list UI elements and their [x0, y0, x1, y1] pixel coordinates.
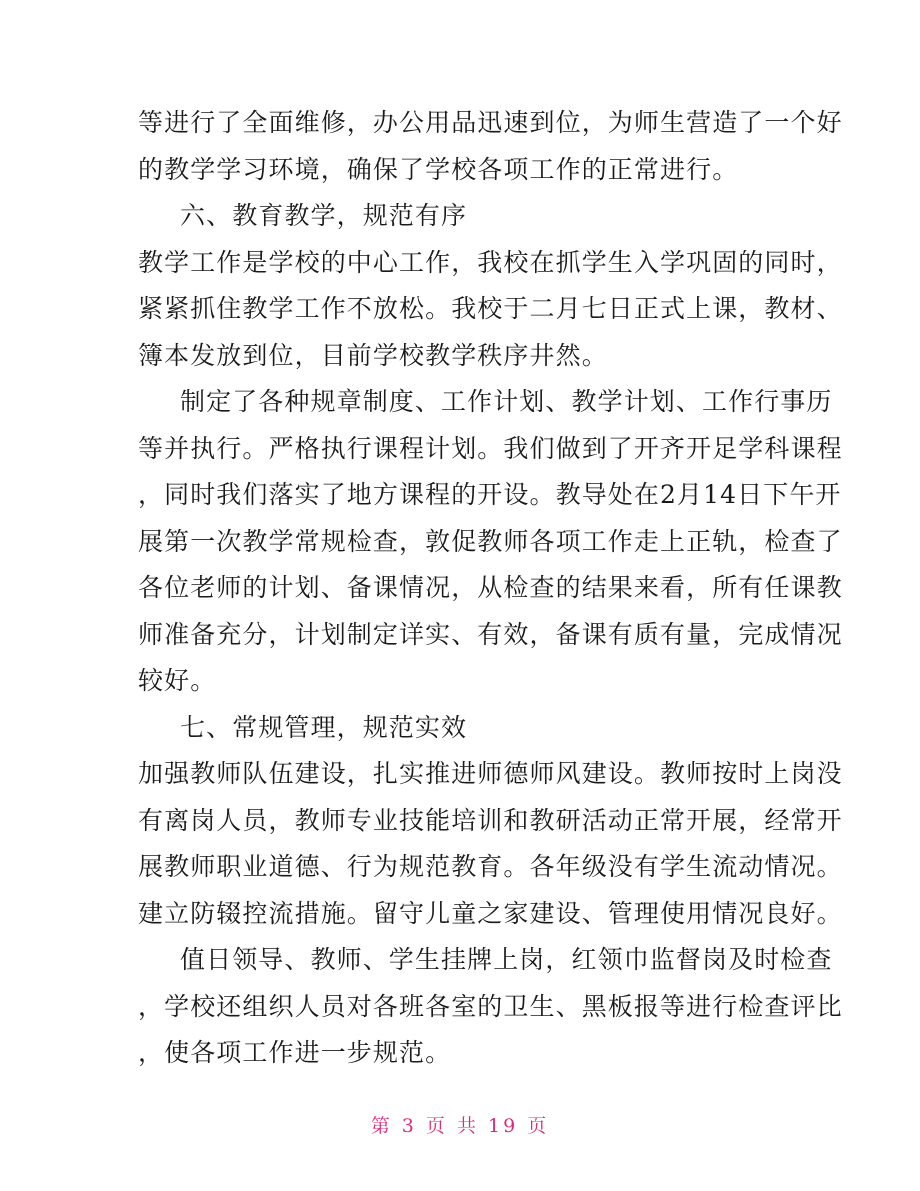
- text-line: 七、常规管理，规范实效: [180, 712, 468, 742]
- text-line: 加强教师队伍建设，扎实推进师德师风建设。教师按时上岗没: [138, 759, 843, 788]
- text-line: 的教学学习环境，确保了学校各项工作的正常进行。: [138, 154, 739, 184]
- text-line: 展第一次教学常规检查，敦促教师各项工作走上正轨，检查了: [138, 526, 843, 556]
- text-line: 等并执行。严格执行课程计划。我们做到了开齐开足学科课程: [138, 433, 843, 463]
- text-line: 紧紧抓住教学工作不放松。我校于二月七日正式上课，教材、: [138, 294, 843, 323]
- text-line: 教学工作是学校的中心工作，我校在抓学生入学巩固的同时，: [138, 247, 843, 277]
- text-line: 较好。: [138, 666, 217, 695]
- text-line: 六、教育教学，规范有序: [180, 201, 468, 230]
- text-line: 等进行了全面维修，办公用品迅速到位，为师生营造了一个好: [138, 108, 843, 137]
- text-line: ，同时我们落实了地方课程的开设。教导处在2月14日下午开: [138, 480, 842, 509]
- text-line: 师准备充分，计划制定详实、有效，备课有质有量，完成情况: [138, 619, 843, 649]
- document-body: [138, 100, 843, 1077]
- text-line: 各位老师的计划、备课情况，从检查的结果来看，所有任课教: [138, 573, 843, 602]
- text-line: 展教师职业道德、行为规范教育。各年级没有学生流动情况。: [138, 852, 843, 881]
- text-line: 建立防辍控流措施。留守儿童之家建设、管理使用情况良好。: [138, 898, 843, 928]
- page-number-footer: 第 3 页 共 19 页: [370, 1115, 550, 1137]
- text-line: 值日领导、教师、学生挂牌上岗，红领巾监督岗及时检查: [180, 945, 833, 974]
- text-line: 簿本发放到位，目前学校教学秩序井然。: [138, 340, 608, 370]
- text-line: 制定了各种规章制度、工作计划、教学计划、工作行事历: [180, 387, 833, 416]
- text-line: 有离岗人员，教师专业技能培训和教研活动正常开展，经常开: [138, 805, 843, 835]
- text-line: ，学校还组织人员对各班各室的卫生、黑板报等进行检查评比: [138, 991, 843, 1021]
- text-line: ，使各项工作进一步规范。: [138, 1038, 452, 1067]
